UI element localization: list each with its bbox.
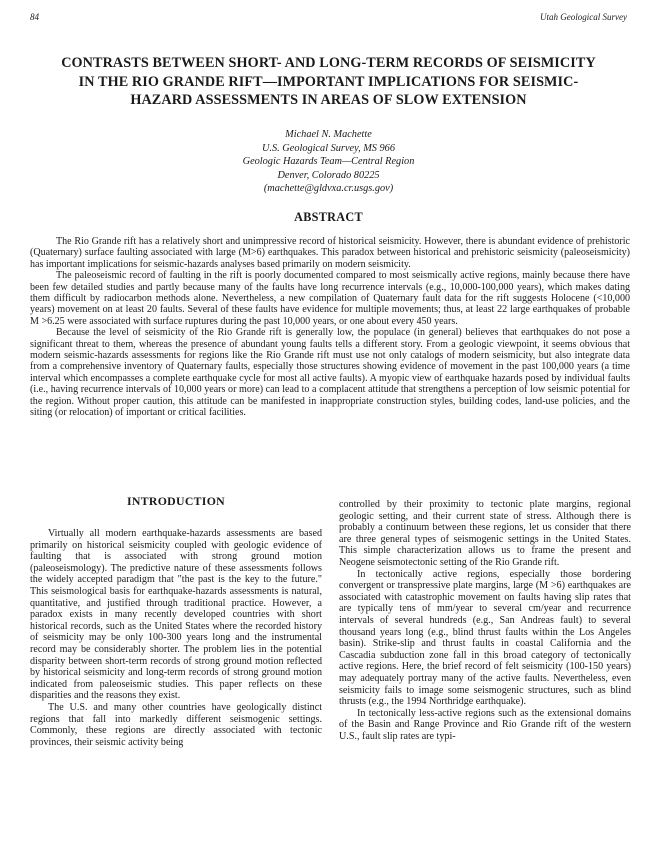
right-column [339,499,631,742]
body-paragraph: In tectonically active regions, especially those bordering convergent or transpressive plate margins, large (M >6) earthquakes are associated with catastrophic movement on faults having slip rates that are typically tens of mm/year to several cm/year and recurrence intervals of several hundreds (e.g., San Andreas fault) to several thousand years long (e.g., blind thrust faults within the Los Angeles basin). Strike-slip and thrust faults in coastal California and the Cascadia subduction zone fall in this broad category of tectonically active regions. Here, the brief record of felt seismicity (100-150 years) may adequately portray many of the active faults. Nevertheless, even seismicity fails to image some seismogenic structures, such as blind thrusts (e.g., the 1994 Northridge earthquake). [339,568,631,708]
introduction-text-left [30,528,322,748]
running-head [30,12,627,26]
left-column [30,494,322,748]
author-affiliation: Geologic Hazards Team—Central Region [242,156,415,168]
abstract-body [30,236,630,419]
body-paragraph-continued: controlled by their proximity to tectonic plate margins, regional geologic setting, and their current state of stress. Although there is probably a continuum between these regions, let us consider that there are three general types of seismogenic settings in the United States. This simple characterization allows us to frame the present and Neogene seismotectonic setting of the Rio Grande rift. [339,499,631,568]
author-affiliation: U.S. Geological Survey, MS 966 [262,142,395,154]
title-line: CONTRASTS BETWEEN SHORT- AND LONG-TERM RECORDS OF SEISMICITY [61,55,596,71]
abstract-paragraph: The paleoseismic record of faulting in the rift is poorly documented compared to most seismically active regions, mainly because there have been few detailed studies and partly because many of the faults have long recurrence intervals (e.g., 10,000-100,000 years), which makes dating them difficult by radiocarbon methods alone. Nevertheless, a new compilation of Quaternary fault data for the rift suggests Holocene (<10,000 years) movement on at least 20 faults. Several of these faults have evidence for multiple movements; thus, at least 22 large earthquakes of probable M >6.25 were associated with surface ruptures during the past 10,000 years, or one about every 450 years. [30,270,630,327]
page-number: 84 [30,12,39,22]
abstract-paragraph: Because the level of seismicity of the Rio Grande rift is generally low, the populace (in general) believes that earthquakes do not pose a significant threat to them, whereas the presence of abundant young faults tells a different story. From a geologic viewpoint, it seems obvious that modern seismic-hazards assessments for regions like the Rio Grande rift must use not only catalogs of modern seismicity, but also integrate data from a comprehensive inventory of Quaternary faults, especially those structures showing evidence of movement in the past 100,000 years (a time interval which encompasses a complete earthquake cycle for most all active faults). A myopic view of earthquake hazards posed by individual faults (i.e., having recurrence intervals of 10,000 years or more) can lead to a complacent attitude that strengthens a perception of low seismic potential for the region. Without proper caution, this attitude can be manifested in inappropriate construction styles, building codes, land-use policies, and the siting (or relocation) of important or critical facilities. [30,327,630,419]
introduction-heading: INTRODUCTION [127,494,225,508]
abstract-paragraph: The Rio Grande rift has a relatively short and unimpressive record of historical seismicity. However, there is abundant evidence of prehistoric (Quaternary) surface faulting associated with large (M>6) earthquakes. This paradox between historical and prehistoric seismicity (paleoseismicity) has important implications for seismic-hazards analyses based primarily on modern seismicity. [30,236,630,270]
body-paragraph: Virtually all modern earthquake-hazards assessments are based primarily on historical seismicity coupled with geologic evidence of faulting that is associated with strong ground motion (paleoseismology). The predictive nature of these assessments follows the widely accepted paradigm that "the past is the key to the future." This seismological basis for earthquake-hazards assessments is natural, quantitative, and justified through traditional practice. However, a paradox exists in many recently developed countries with short historical records, such as the United States where the recorded history of seismicity may be only 100-300 years long and the instrumental record may be considerably shorter. The problem lies in the potential disparity between short-term records of strong ground motion reflected by historical seismicity and long-term records of strong ground motion indicated from paleoseismic studies. This paper reflects on these disparities and the reasons they exist. [30,528,322,702]
paper-title [40,54,617,110]
journal-name: Utah Geological Survey [540,12,627,22]
title-line: IN THE RIO GRANDE RIFT—IMPORTANT IMPLICATIONS FOR SEISMIC- [78,73,579,90]
abstract-heading: ABSTRACT [294,210,363,224]
author-name: Michael N. Machette [285,129,372,140]
body-paragraph: In tectonically less-active regions such as the extensional domains of the Basin and Range Province and Rio Grande rift of the western U.S., fault slip rates are typi- [339,707,631,742]
title-line: HAZARD ASSESSMENTS IN AREAS OF SLOW EXTENSION [130,92,527,108]
author-email: (machette@gldvxa.cr.usgs.gov) [263,183,394,195]
introduction-text-right [339,499,631,742]
author-address: Denver, Colorado 80225 [277,169,380,181]
author-block [60,128,597,196]
body-paragraph: The U.S. and many other countries have geologically distinct regions that fall into markedly different seismogenic settings. Commonly, these regions are directly associated with tectonic provinces, their seismic activity being [30,701,322,748]
